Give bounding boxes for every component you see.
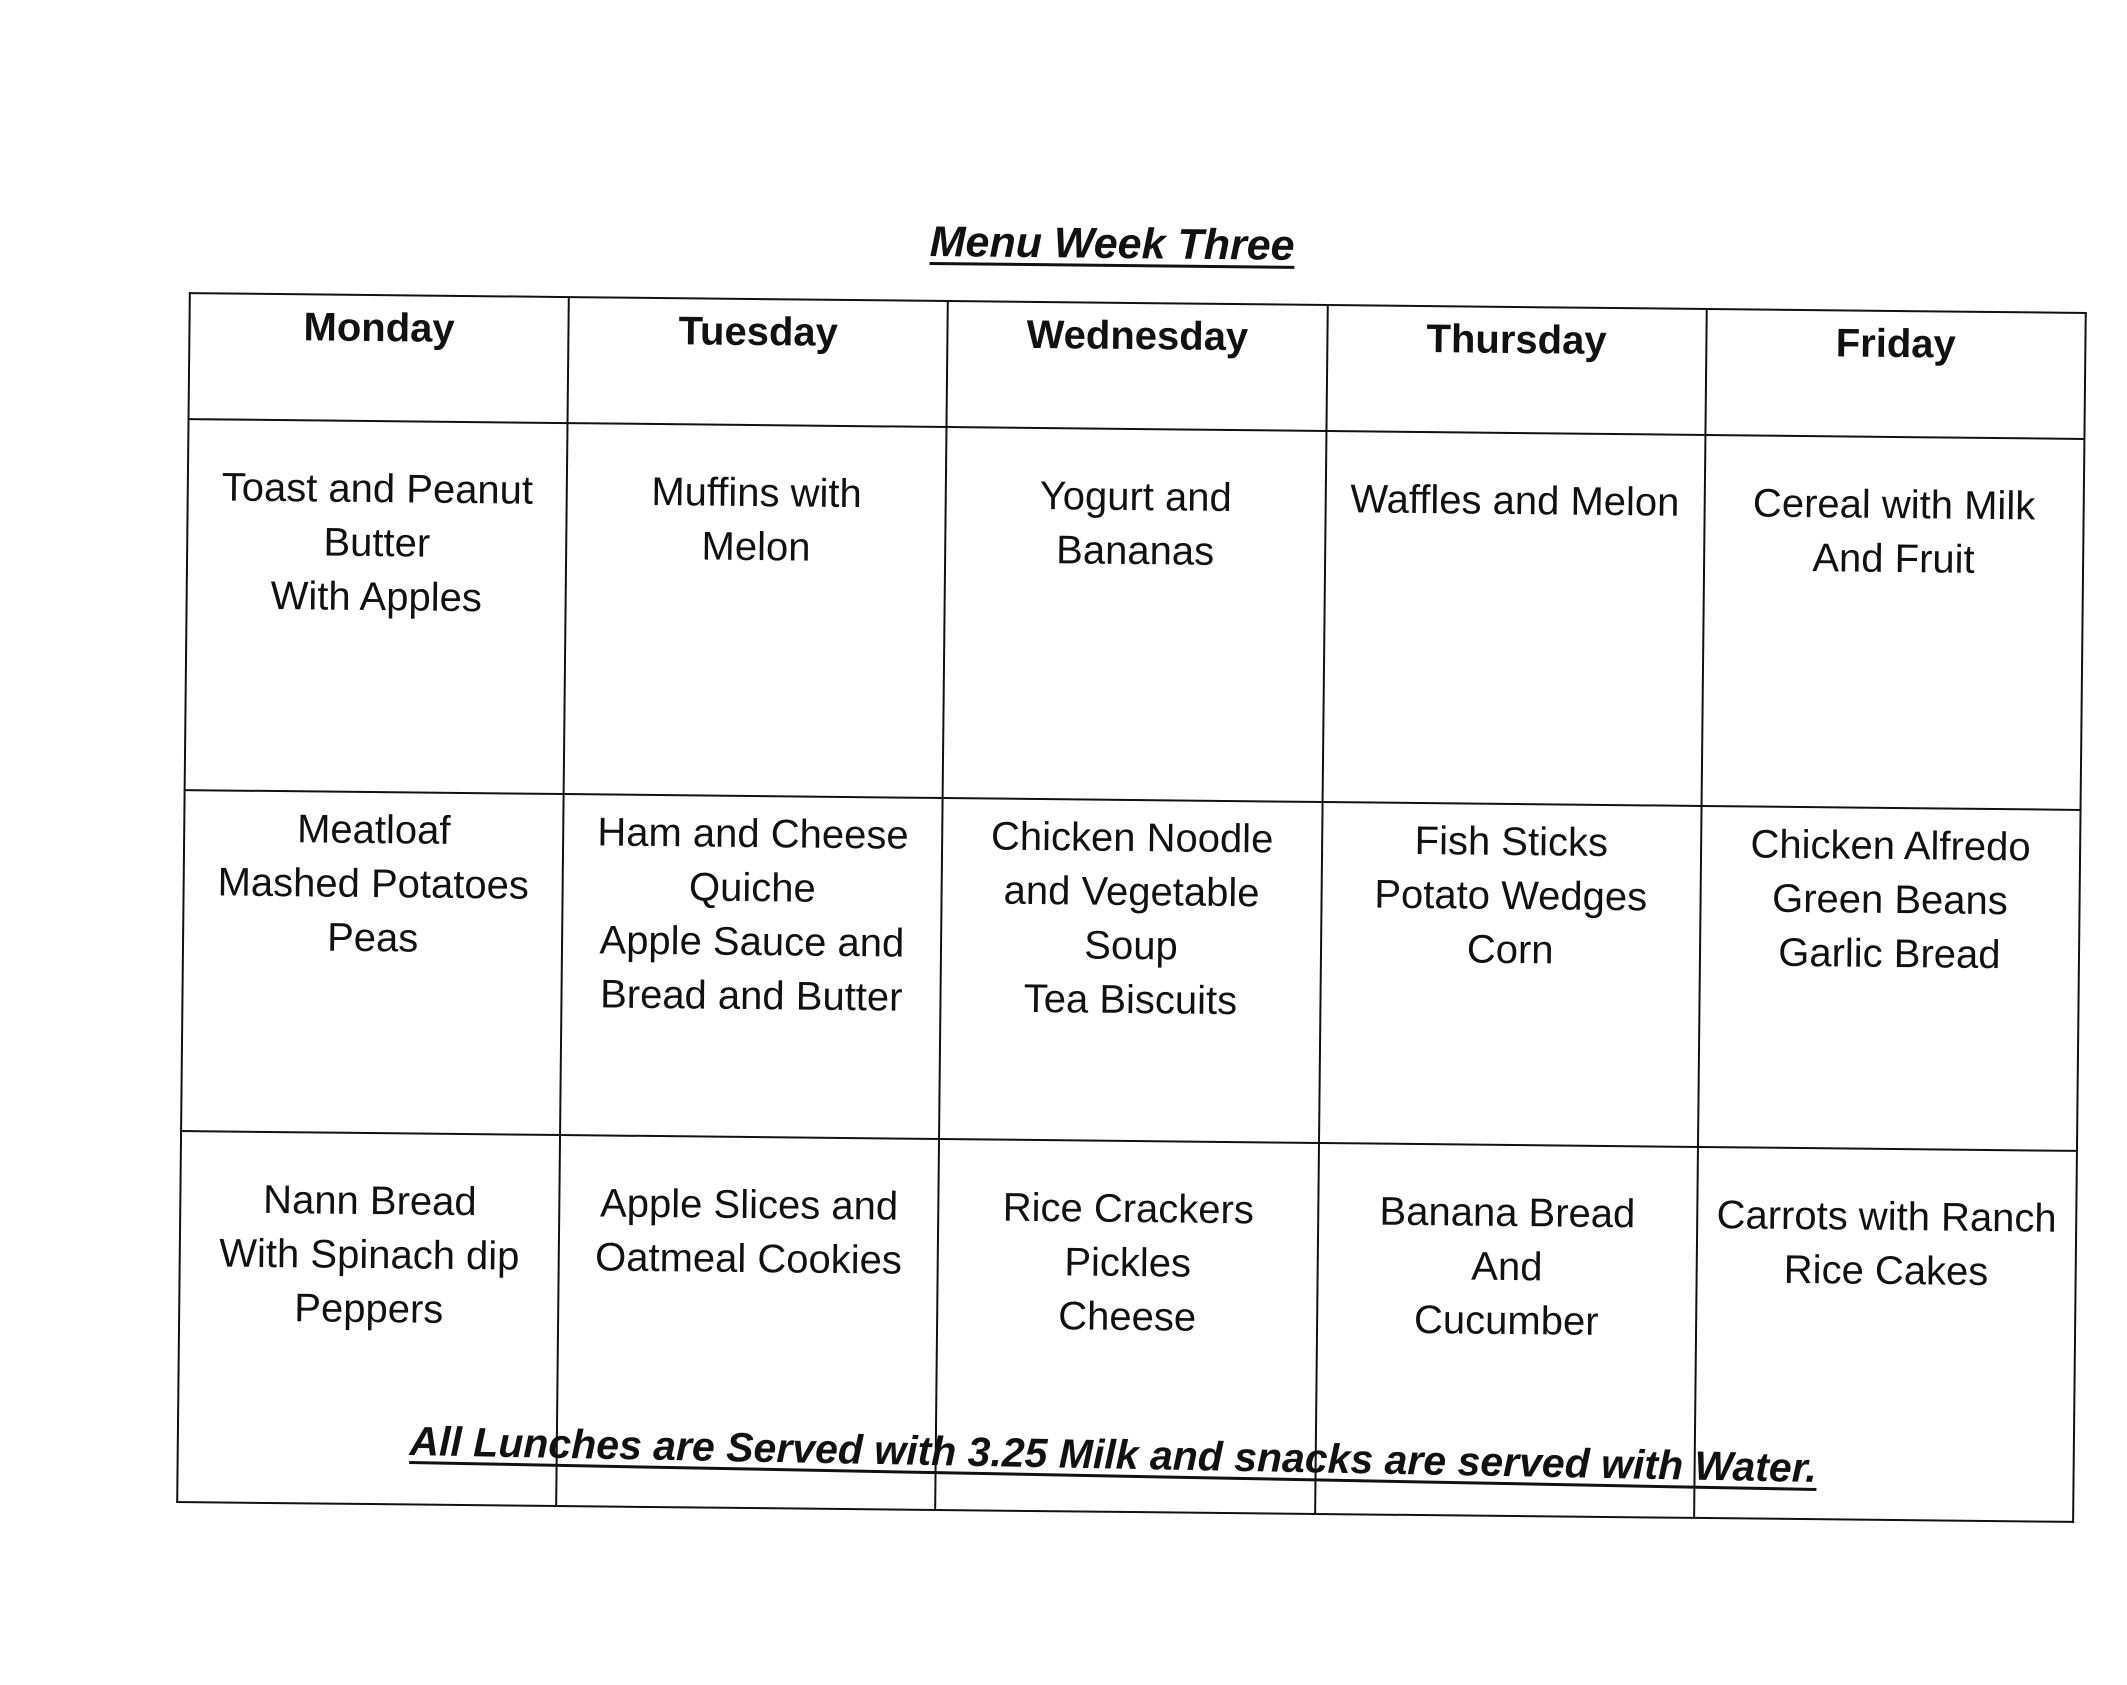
menu-item-line: Ham and Cheese: [597, 810, 909, 858]
menu-item-line: And: [1471, 1244, 1543, 1290]
menu-cell-wednesday: [943, 427, 1326, 802]
day-header-monday: Monday: [189, 293, 569, 423]
menu-row-1: [185, 419, 2085, 810]
menu-item-line: And Fruit: [1812, 536, 1975, 582]
day-header-wednesday: Wednesday: [947, 301, 1327, 431]
menu-cell-thursday: [1322, 431, 1705, 806]
menu-item-line: Nann Bread: [262, 1177, 477, 1225]
menu-item-line: Green Beans: [1771, 876, 2009, 924]
menu-item-line: Bread and Butter: [599, 972, 903, 1020]
menu-item-line: Rice Cakes: [1783, 1247, 1989, 1294]
menu-row-2: [181, 790, 2080, 1151]
menu-cell-monday: [181, 790, 564, 1135]
menu-item-line: Cucumber: [1413, 1297, 1599, 1344]
menu-item-line: Mashed Potatoes: [217, 860, 530, 908]
day-header-friday: Friday: [1705, 309, 2086, 439]
menu-item-line: Cheese: [1057, 1294, 1197, 1340]
menu-item-line: With Apples: [270, 573, 483, 621]
menu-item-line: Cereal with Milk: [1752, 481, 2036, 529]
menu-item-line: Carrots with Ranch: [1716, 1193, 2057, 1241]
menu-item-line: Tea Biscuits: [1023, 976, 1238, 1024]
menu-item-line: Chicken Noodle: [990, 814, 1274, 862]
menu-item-line: Pickles: [1064, 1240, 1192, 1286]
menu-item-line: Apple Sauce and: [599, 918, 905, 966]
menu-table: [176, 292, 2087, 1523]
menu-item-line: Yogurt and: [1039, 474, 1232, 521]
page-title: Menu Week Three: [929, 218, 1295, 270]
menu-item-line: Meatloaf: [296, 807, 451, 853]
menu-cell-tuesday: [564, 423, 947, 798]
menu-table-wrapper: [177, 292, 2086, 1420]
menu-cell-friday: [1698, 806, 2081, 1151]
menu-item-line: Toast and Peanut: [221, 465, 534, 513]
menu-item-line: Soup: [1084, 923, 1178, 969]
menu-cell-monday: [185, 419, 568, 794]
day-header-tuesday: Tuesday: [568, 297, 948, 427]
menu-item-line: Waffles and Melon: [1350, 477, 1680, 525]
menu-item-line: Potato Wedges: [1374, 872, 1648, 920]
menu-item-line: Melon: [701, 524, 811, 570]
menu-item-line: Banana Bread: [1379, 1189, 1636, 1237]
menu-item-line: Apple Slices and: [599, 1181, 899, 1229]
menu-item-line: Garlic Bread: [1778, 930, 2001, 978]
menu-item-line: With Spinach dip: [219, 1231, 520, 1279]
menu-item-line: Peppers: [294, 1286, 444, 1332]
menu-cell-friday: [1701, 435, 2084, 810]
menu-item-line: Chicken Alfredo: [1750, 822, 2031, 870]
menu-item-line: Bananas: [1055, 528, 1215, 574]
menu-item-line: Rice Crackers: [1002, 1185, 1255, 1233]
menu-item-line: Peas: [326, 915, 419, 961]
menu-item-line: Oatmeal Cookies: [594, 1235, 903, 1283]
day-header-row: [189, 293, 2086, 439]
day-header-thursday: Thursday: [1326, 305, 1706, 435]
menu-item-line: Quiche: [688, 865, 817, 911]
menu-cell-wednesday: [939, 798, 1322, 1143]
menu-item-line: and Vegetable: [1003, 868, 1260, 916]
menu-cell-thursday: [1319, 802, 1702, 1147]
menu-item-line: Muffins with: [651, 469, 863, 517]
beverage-footnote: All Lunches are Served with 3.25 Milk and snacks are served with Water.: [409, 1418, 1818, 1492]
menu-item-line: Corn: [1466, 927, 1554, 973]
menu-item-line: Fish Sticks: [1414, 818, 1609, 865]
menu-cell-tuesday: [560, 794, 943, 1139]
menu-item-line: Butter: [323, 520, 431, 566]
